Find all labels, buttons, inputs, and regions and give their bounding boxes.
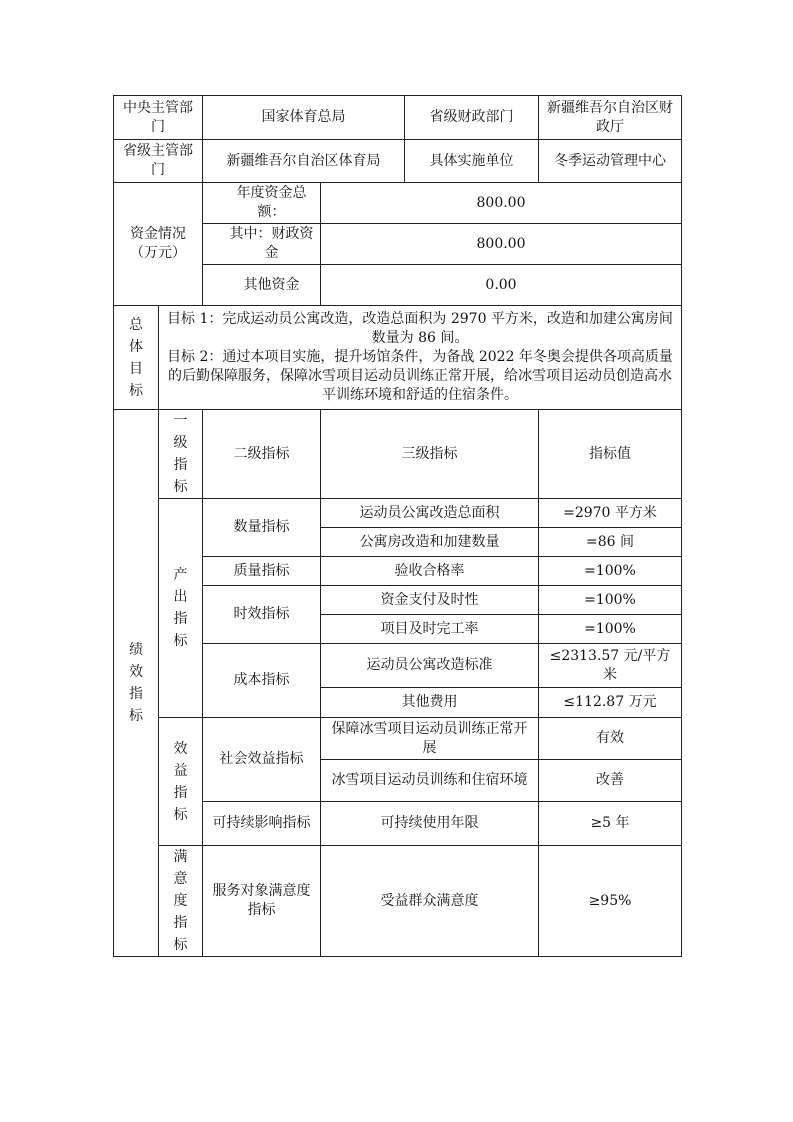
funds-section-label: 资金情况（万元）	[114, 183, 203, 306]
indicator-row	[114, 718, 682, 760]
impl-unit-value: 冬季运动管理中心	[539, 140, 682, 183]
indicator-value: ≤2313.57 元/平方米	[539, 644, 682, 688]
indicator-value: =86 间	[539, 528, 682, 557]
funds-other-label: 其他资金	[203, 265, 321, 306]
header-row-1	[114, 96, 682, 140]
prov-dept-label: 省级主管部门	[114, 140, 203, 183]
indicator-value: 有效	[539, 718, 682, 760]
indicator-name: 公寓房改造和加建数量	[321, 528, 539, 557]
goal-2: 目标 2：通过本项目实施，提升场馆条件，为备战 2022 年冬奥会提供各项高质量的后勤保障服务，保障冰雪项目运动员训练正常开展，给冰雪项目运动员创造高水平训练环境和舒适的住宿条件。	[167, 349, 673, 403]
funds-total-row	[114, 183, 682, 224]
central-dept-value: 国家体育总局	[203, 96, 405, 140]
indicator-name: 项目及时完工率	[321, 615, 539, 644]
funds-total-value: 800.00	[321, 183, 682, 224]
timeliness-indicator: 时效指标	[203, 586, 321, 644]
goal-1: 目标 1：完成运动员公寓改造，改造总面积为 2970 平方米，改造和加建公寓房间数量为 86 间。	[167, 311, 673, 346]
social-benefit-indicator: 社会效益指标	[203, 718, 321, 802]
indicator-value: =100%	[539, 615, 682, 644]
indicator-name: 运动员公寓改造标准	[321, 644, 539, 688]
indicator-name: 其他费用	[321, 688, 539, 718]
funds-fiscal-value: 800.00	[321, 224, 682, 265]
indicator-name: 验收合格率	[321, 557, 539, 586]
performance-target-table	[113, 95, 682, 957]
service-satisfaction-indicator: 服务对象满意度指标	[203, 846, 321, 957]
col-level1-header: 一级指标	[159, 410, 203, 499]
funds-total-label: 年度资金总额：	[203, 183, 321, 224]
funds-fiscal-label: 其中：财政资金	[203, 224, 321, 265]
indicator-row	[114, 846, 682, 957]
indicator-name: 可持续使用年限	[321, 802, 539, 846]
indicator-header-row	[114, 410, 682, 499]
indicator-name: 资金支付及时性	[321, 586, 539, 615]
indicator-name: 运动员公寓改造总面积	[321, 499, 539, 528]
indicator-value: =2970 平方米	[539, 499, 682, 528]
indicator-value: =100%	[539, 557, 682, 586]
col-level2-header: 二级指标	[203, 410, 321, 499]
indicator-value: ≥5 年	[539, 802, 682, 846]
prov-dept-value: 新疆维吾尔自治区体育局	[203, 140, 405, 183]
goals-section-label: 总体目标	[114, 306, 159, 410]
header-row-2	[114, 140, 682, 183]
indicator-name: 受益群众满意度	[321, 846, 539, 957]
indicator-name: 冰雪项目运动员训练和住宿环境	[321, 760, 539, 802]
indicator-value: ≥95%	[539, 846, 682, 957]
funds-other-value: 0.00	[321, 265, 682, 306]
col-value-header: 指标值	[539, 410, 682, 499]
cost-indicator: 成本指标	[203, 644, 321, 718]
prov-finance-value: 新疆维吾尔自治区财政厅	[539, 96, 682, 140]
goals-text	[159, 306, 682, 410]
sustainable-impact-indicator: 可持续影响指标	[203, 802, 321, 846]
impl-unit-label: 具体实施单位	[405, 140, 539, 183]
quantity-indicator: 数量指标	[203, 499, 321, 557]
col-level3-header: 三级指标	[321, 410, 539, 499]
quality-indicator: 质量指标	[203, 557, 321, 586]
output-indicator-label: 产出指标	[159, 499, 203, 718]
prov-finance-label: 省级财政部门	[405, 96, 539, 140]
indicator-row	[114, 499, 682, 528]
indicator-value: 改善	[539, 760, 682, 802]
satisfaction-indicator-label: 满意度指标	[159, 846, 203, 957]
indicator-value: =100%	[539, 586, 682, 615]
indicator-name: 保障冰雪项目运动员训练正常开展	[321, 718, 539, 760]
central-dept-label: 中央主管部门	[114, 96, 203, 140]
goals-row	[114, 306, 682, 410]
benefit-indicator-label: 效益指标	[159, 718, 203, 846]
indicator-value: ≤112.87 万元	[539, 688, 682, 718]
indicators-section-label: 绩效指标	[114, 410, 159, 957]
